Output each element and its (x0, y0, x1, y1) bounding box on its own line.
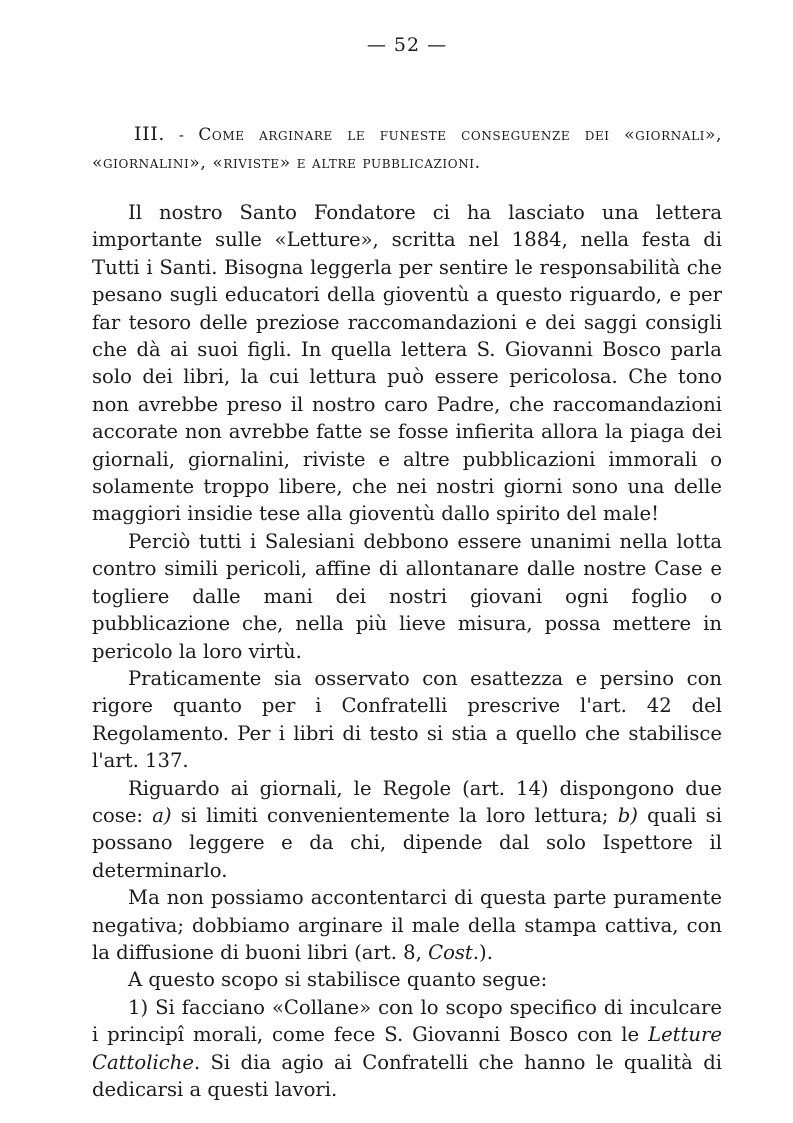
paragraph-1: Il nostro Santo Fondatore ci ha lasciato una lettera importante sulle «Letture», scritta nel 1884, nella festa di Tutti i Santi. Bisogna leggerla per sentire le responsabilità che pesano sugli educatori della gioventù a questo riguardo, e per far tesoro delle preziose raccomandazioni e dei saggi consigli che dà ai suoi figli. In quella lettera S. Giovanni Bosco parla solo dei libri, la cui lettura può essere pericolosa. Che tono non avrebbe preso il nostro caro Padre, che raccomandazioni accorate non avrebbe fatte se fosse infierita allora la piaga dei giornali, giornalini, riviste e altre pubblicazioni immorali o solamente troppo libere, che nei nostri giorni sono una delle maggiori insidie tese alla gioventù dallo spirito del male! (92, 201, 722, 526)
paragraph-4-text-3: quali si possano leggere e da chi, dipende dal solo Ispettore il determinarlo. (92, 803, 722, 882)
paragraph-5-text-2: ). (479, 940, 493, 964)
list-marker-a: a) (152, 803, 172, 827)
paragraph-3: Praticamente sia osservato con esattezza e persino con rigore quanto per i Confratelli prescrive l'art. 42 del Regolamento. Per i libri di testo si stia a quello che stabilisce l'art. 137. (92, 666, 722, 773)
paragraph-4 (92, 775, 722, 885)
list-marker-b: b) (617, 803, 638, 827)
paragraph-5 (92, 884, 722, 966)
paragraph-4-text-2: si limiti convenientemente la loro lettura; (171, 803, 618, 827)
paragraph-7 (92, 994, 722, 1104)
letture-cattoliche-title: Letture Cattoliche (92, 1023, 722, 1074)
section-dash: - (178, 126, 185, 144)
section-title: Come arginare le funeste conseguenze dei «giornali», «giornalini», «riviste» e altre pubblicazioni. (92, 125, 723, 173)
paragraph-7-text-2: . Si dia agio ai Confratelli che hanno le qualità di dedicarsi a questi lavori. (92, 1050, 722, 1101)
cost-abbreviation: Cost. (428, 940, 480, 964)
page-number: — 52 — (366, 34, 448, 56)
paragraph-5-text-1: Ma non possiamo accontentarci di questa parte puramente negativa; dobbiamo arginare il male della stampa cattiva, con la diffusione di buoni libri (art. 8, (92, 886, 722, 964)
section-number: III. (134, 123, 165, 145)
paragraph-7-text-1: 1) Si facciano «Collane» con lo scopo specifico di inculcare i principî morali, come fece S. Giovanni Bosco con le (92, 995, 722, 1047)
section-heading (92, 120, 722, 177)
paragraph-4-text-1: Riguardo ai giornali, le Regole (art. 14) dispongono due cose: (92, 776, 722, 827)
document-page (92, 30, 722, 1103)
paragraph-6: A questo scopo si stabilisce quanto segue: (128, 968, 548, 992)
paragraph-2: Perciò tutti i Salesiani debbono essere unanimi nella lotta contro simili pericoli, affine di allontanare dalle nostre Case e togliere dalle mani dei nostri giovani ogni foglio o pubblicazione che, nella più lieve misura, possa mettere in pericolo la loro virtù. (92, 529, 722, 663)
